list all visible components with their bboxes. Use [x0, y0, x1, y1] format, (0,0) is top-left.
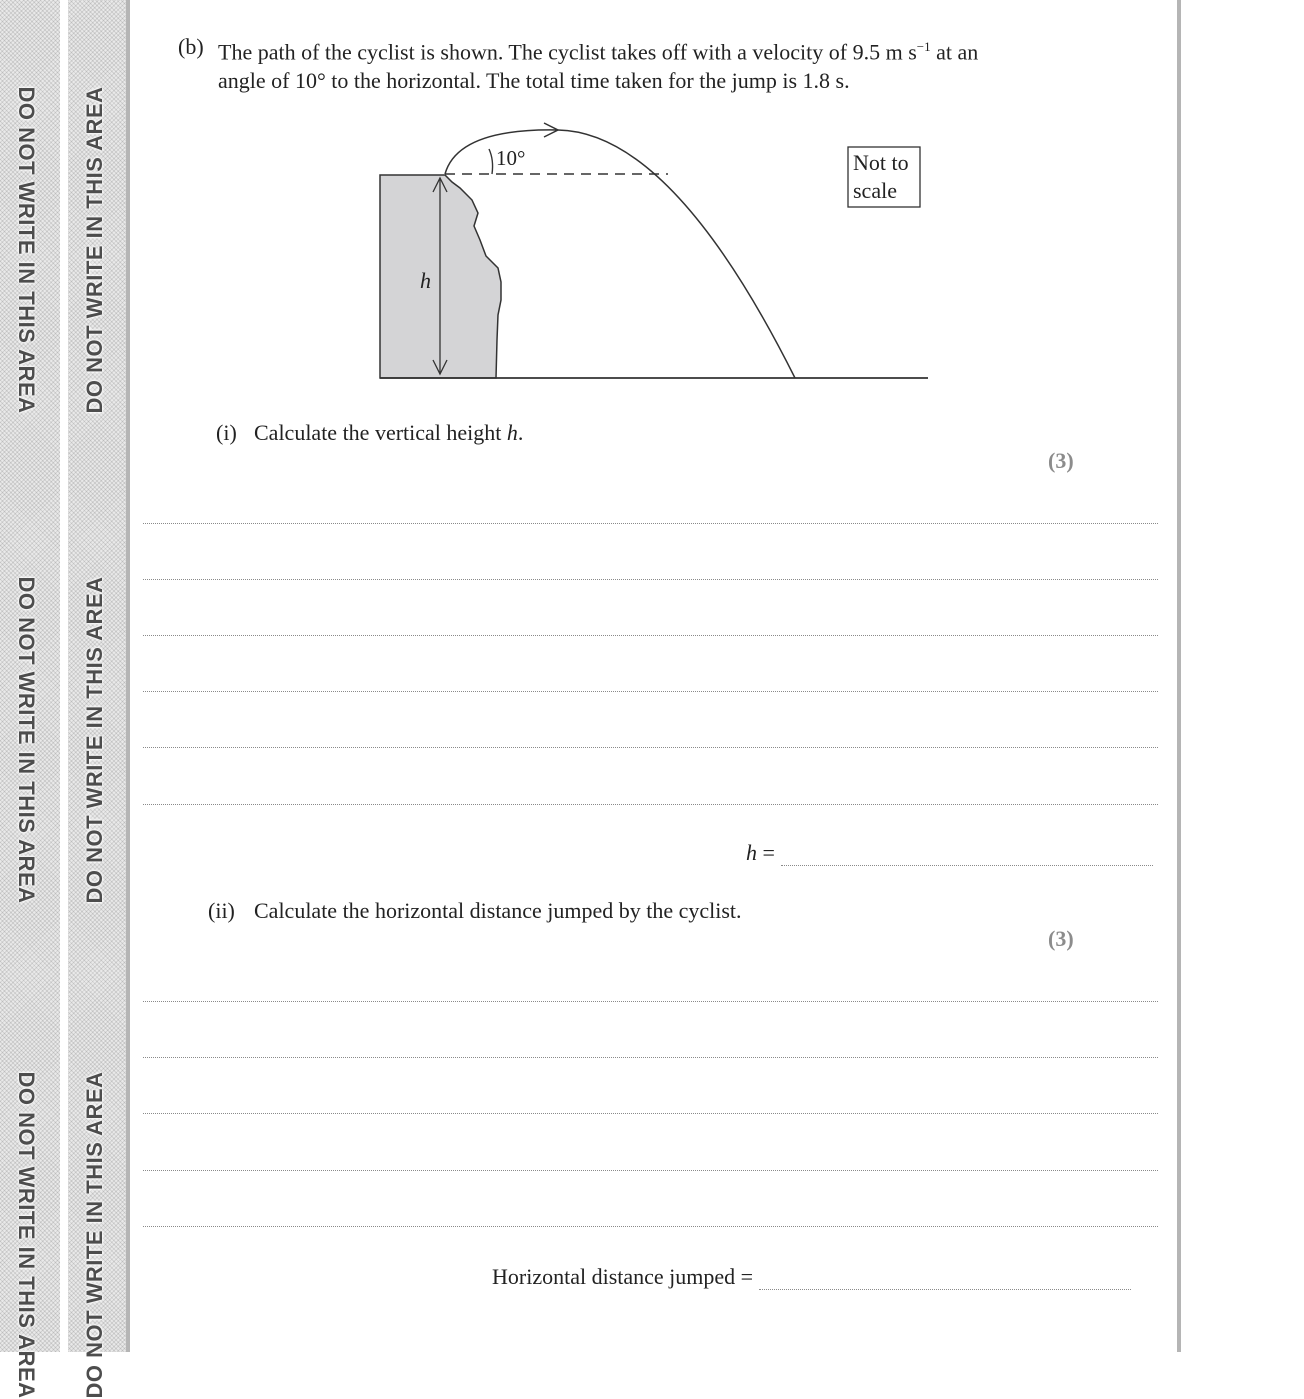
margin-warning: DO NOT WRITE IN THIS AREA [14, 86, 39, 414]
part-ii-answer-field[interactable] [759, 1271, 1131, 1290]
cyclist-jump-diagram [360, 110, 940, 390]
answer-line[interactable] [143, 1226, 1158, 1227]
margin-warning: DO NOT WRITE IN THIS AREA [14, 1071, 39, 1399]
page-border-left [126, 0, 130, 1352]
margin-warning: DO NOT WRITE IN THIS AREA [14, 576, 39, 904]
question-label: (b) [178, 34, 204, 59]
not-to-scale-line2: scale [853, 178, 897, 203]
answer-line[interactable] [143, 1001, 1158, 1002]
part-i-answer [746, 840, 1153, 866]
part-ii-number: (ii) [208, 898, 235, 923]
part-i-question [216, 420, 523, 446]
part-ii-answer [492, 1264, 1131, 1290]
angle-label: 10° [496, 146, 526, 170]
answer-line[interactable] [143, 691, 1158, 692]
not-to-scale-line1: Not to [853, 150, 909, 175]
margin-warning: DO NOT WRITE IN THIS AREA [82, 576, 107, 904]
margin-gap [60, 0, 68, 1352]
height-label: h [420, 268, 431, 293]
answer-line[interactable] [143, 1057, 1158, 1058]
answer-line[interactable] [143, 1170, 1158, 1171]
answer-line[interactable] [143, 635, 1158, 636]
part-i-text: Calculate the vertical height h. [254, 420, 524, 445]
question-text-line2: angle of 10° to the horizontal. The total time taken for the jump is 1.8 s. [218, 68, 850, 94]
margin-warning: DO NOT WRITE IN THIS AREA [82, 1071, 107, 1399]
page-border-right [1177, 0, 1181, 1352]
part-ii-question [208, 898, 742, 924]
question-b-intro [178, 32, 978, 95]
answer-line[interactable] [143, 747, 1158, 748]
part-i-number: (i) [216, 420, 237, 445]
answer-line[interactable] [143, 804, 1158, 805]
answer-line[interactable] [143, 523, 1158, 524]
answer-line[interactable] [143, 579, 1158, 580]
part-i-answer-field[interactable] [781, 847, 1153, 866]
part-ii-marks: (3) [1048, 926, 1074, 951]
question-text-line1: The path of the cyclist is shown. The cyclist takes off with a velocity of 9.5 m $s^{-1}$ at an [218, 39, 979, 65]
part-i-marks: (3) [1048, 448, 1074, 473]
angle-arc [489, 149, 493, 174]
part-ii-answer-label: Horizontal distance jumped = [492, 1264, 754, 1289]
margin-warning: DO NOT WRITE IN THIS AREA [82, 86, 107, 414]
part-ii-text: Calculate the horizontal distance jumped by the cyclist. [254, 898, 742, 923]
part-i-answer-label: h = [746, 840, 775, 865]
answer-line[interactable] [143, 1113, 1158, 1114]
